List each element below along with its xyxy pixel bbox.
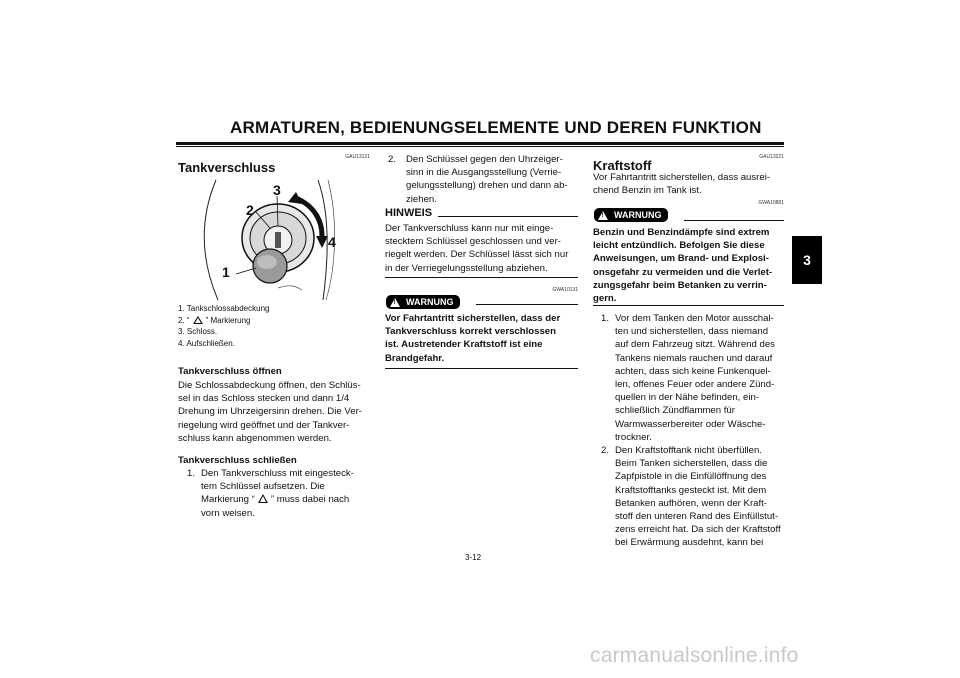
warning-end-rule: [385, 368, 578, 369]
chapter-tab: 3: [792, 236, 822, 284]
figure-captions: [178, 303, 370, 349]
kraftstoff-warning: Benzin und Benzindämpfe sind extrem leicht entzündlich. Befolgen Sie diese Anweisungen, um Brand- und Explosi- onsgefahr zu vermeiden und die Verlet- zungsgefahr beim Betanken zu verrin- gern.: [593, 227, 773, 305]
warning-badge: ! WARNUNG: [386, 295, 460, 309]
kraftstoff-item-1: 1. Vor dem Tanken den Motor ausschal- ten und sicherstellen, dass niemand auf dem Fahrzeug sitzt. Während des Tankens niemals rauchen und darauf achten, dass sich keine Funkenquel- len, offenes Feuer oder andere Zünd- quellen in der Nähe befinden, ein- schließlich Zündflammen für Warmwasserbereiter oder Wäsche- trockner.: [601, 313, 775, 443]
warning-code: GWA10881: [758, 200, 784, 206]
hinweis-paragraph: Der Tankverschluss kann nur mit einge- stecktem Schlüssel geschlossen und ver- riegelt werden. Der Schlüssel lässt sich nur in der Verriegelungsstellung abziehen.: [385, 223, 569, 274]
caption-3: 3. Schloss.: [178, 327, 218, 336]
warning-paragraph: Vor Fahrtantritt sicherstellen, dass der Tankverschluss korrekt verschlossen ist. Austretender Kraftstoff ist eine Brandgefahr.: [385, 313, 561, 364]
subheading-close: Tankverschluss schließen: [178, 455, 297, 466]
hinweis-rule: [438, 216, 578, 217]
kraftstoff-intro: Vor Fahrtantritt sicherstellen, dass ausrei- chend Benzin im Tank ist.: [593, 172, 771, 197]
close-step-1: 1. Den Tankverschluss mit eingesteck- tem Schlüssel aufsetzen. Die Markierung “ ” muss dabei nach vorn weisen.: [187, 468, 354, 519]
hinweis-title: HINWEIS: [385, 207, 433, 219]
open-paragraph: Die Schlossabdeckung öffnen, den Schlüs- sel in das Schloss stecken und dann 1/4 Drehung im Uhrzeigersinn drehen. Die Ver- riegelung wird geöffnet und der Tankver- schluss kann abgenommen werden.: [178, 380, 362, 444]
caption-1: 1. Tankschlossabdeckung: [178, 304, 270, 313]
warning-code: GWA10131: [552, 287, 578, 293]
close-step-2: 2. Den Schlüssel gegen den Uhrzeiger- sinn in die Ausgangsstellung (Verrie- gelungsstellung) drehen und dann ab- ziehen.: [388, 154, 568, 205]
kraftstoff-item-2: 2. Den Kraftstofftank nicht überfüllen. Beim Tanken sicherstellen, dass die Zapfpistole in die Einfüllöffnung des Kraftstofftanks gesteckt ist. Mit dem Betanken aufhören, wenn der Kraft- stoff den unteren Rand des Einfüllstut- zens erreicht hat. Da sich der Kraftstoff bei Erwärmung ausdehnt, kann bei: [601, 445, 781, 549]
figure-label-2: 2: [246, 202, 254, 218]
hinweis-end-rule: [385, 277, 578, 278]
caption-2: 2. “ ” Markierung: [178, 315, 251, 325]
warning-rule: [684, 220, 784, 221]
triangle-mark-icon: [193, 316, 203, 324]
warning-end-rule: [593, 305, 784, 306]
warning-icon: !: [390, 298, 400, 307]
warning-icon: !: [598, 211, 608, 220]
section-code: GAU13221: [759, 154, 784, 160]
caption-4: 4. Aufschließen.: [178, 338, 235, 348]
figure-label-4: 4: [328, 234, 336, 250]
page-title: ARMATUREN, BEDIENUNGSELEMENTE UND DEREN FUNKTION: [230, 118, 762, 137]
header-rule-thin: [176, 146, 784, 147]
figure-label-3: 3: [273, 182, 281, 198]
subheading-open: Tankverschluss öffnen: [178, 366, 282, 377]
section-heading-tankverschluss: Tankverschluss: [178, 160, 276, 175]
warning-badge: ! WARNUNG: [594, 208, 668, 222]
header-rule: [176, 142, 784, 145]
triangle-mark-icon: [258, 494, 268, 503]
fuel-cap-figure: [178, 178, 370, 300]
figure-label-1: 1: [222, 264, 230, 280]
warning-rule: [476, 304, 578, 305]
page-number: 3-12: [465, 553, 482, 562]
watermark: carmanualsonline.info: [590, 644, 799, 667]
section-code: GAU13121: [345, 154, 370, 160]
section-heading-kraftstoff: Kraftstoff: [593, 158, 652, 173]
